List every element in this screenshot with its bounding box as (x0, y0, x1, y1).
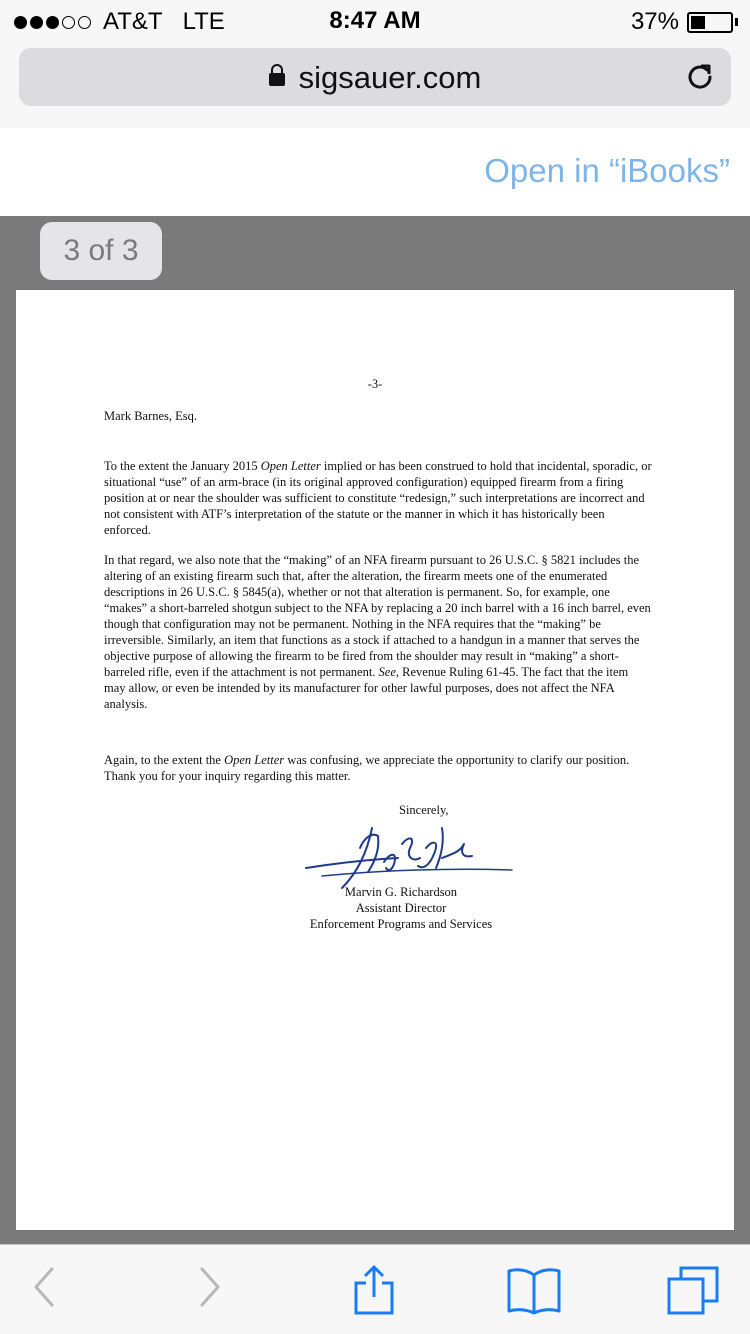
addressee: Mark Barnes, Esq. (104, 409, 198, 423)
tabs-icon[interactable] (666, 1265, 720, 1315)
paragraph-2: In that regard, we also note that the “making” of an NFA firearm pursuant to 26 U.S.C. § 5821 includes the altering of an existing firearm such that, after the alteration, the firearm meets one of the enumerated descriptions in 26 U.S.C. § 5845(a), whether or not that alteration is permanent. So, for example, one “makes” a short-barreled shotgun subject to the NFA by replacing a 20 inch barrel with a 16 inch barrel, even though that configuration may not be permanent. Nothing in the NFA requires that the “making” be irreversible. Similarly, an item that functions as a stock if attached to a handgun in a manner that serves the objective purpose of allowing the firearm to be fired from the shoulder may result in “making” a short-barreled rifle, even if the attachment is not permanent. See, Revenue Ruling 61-45. The fact that the item may allow, or even be intended by its manufacturer for other lawful purposes, does not affect the NFA analysis. (104, 553, 651, 711)
signature-image (302, 818, 514, 894)
carrier-name: AT&T (103, 8, 163, 35)
network-type: LTE (182, 8, 225, 35)
signer-name: Marvin G. Richardson (344, 885, 458, 899)
signature-block (236, 884, 566, 932)
battery-indicator (631, 8, 738, 36)
browser-header (0, 0, 750, 128)
signer-office: Enforcement Programs and Services (309, 917, 493, 931)
battery-percent: 37% (630, 8, 679, 35)
lock-icon (269, 73, 285, 86)
paragraph-3: Again, to the extent the Open Letter was confusing, we appreciate the opportunity to clarify our position. Thank you for your inquiry regarding this matter. (104, 753, 630, 783)
battery-tip (735, 18, 738, 26)
paragraph-1: To the extent the January 2015 Open Letter implied or has been construed to hold that incidental, sporadic, or situational “use” of an arm-brace (in its original approved configuration) equipped firearm from a firing position at or near the shoulder was sufficient to constitute “redesign,” such interpretations are incorrect and not consistent with ATF’s interpretation of the statute or the manner in which it has historically been enforced. (104, 459, 652, 537)
book-icon[interactable] (506, 1265, 562, 1315)
url-display[interactable] (19, 60, 731, 96)
reload-icon[interactable] (683, 60, 717, 94)
url-domain: sigsauer.com (298, 60, 482, 95)
chevron-left-icon[interactable] (30, 1265, 58, 1309)
signer-title: Assistant Director (355, 901, 447, 915)
address-bar[interactable] (19, 48, 731, 106)
chevron-right-icon[interactable] (196, 1265, 224, 1309)
open-in-bar (0, 128, 750, 216)
share-icon[interactable] (352, 1265, 396, 1315)
battery-fill (691, 16, 705, 29)
pdf-page (16, 290, 734, 1230)
browser-toolbar (0, 1244, 750, 1334)
open-in-ibooks-button[interactable]: Open in “iBooks” (484, 152, 730, 189)
status-bar (0, 0, 750, 40)
battery-icon (687, 12, 733, 33)
page-indicator: 3 of 3 (40, 222, 162, 280)
page-number: -3- (367, 377, 383, 391)
status-time: 8:47 AM (329, 7, 421, 34)
closing: Sincerely, (399, 803, 449, 817)
